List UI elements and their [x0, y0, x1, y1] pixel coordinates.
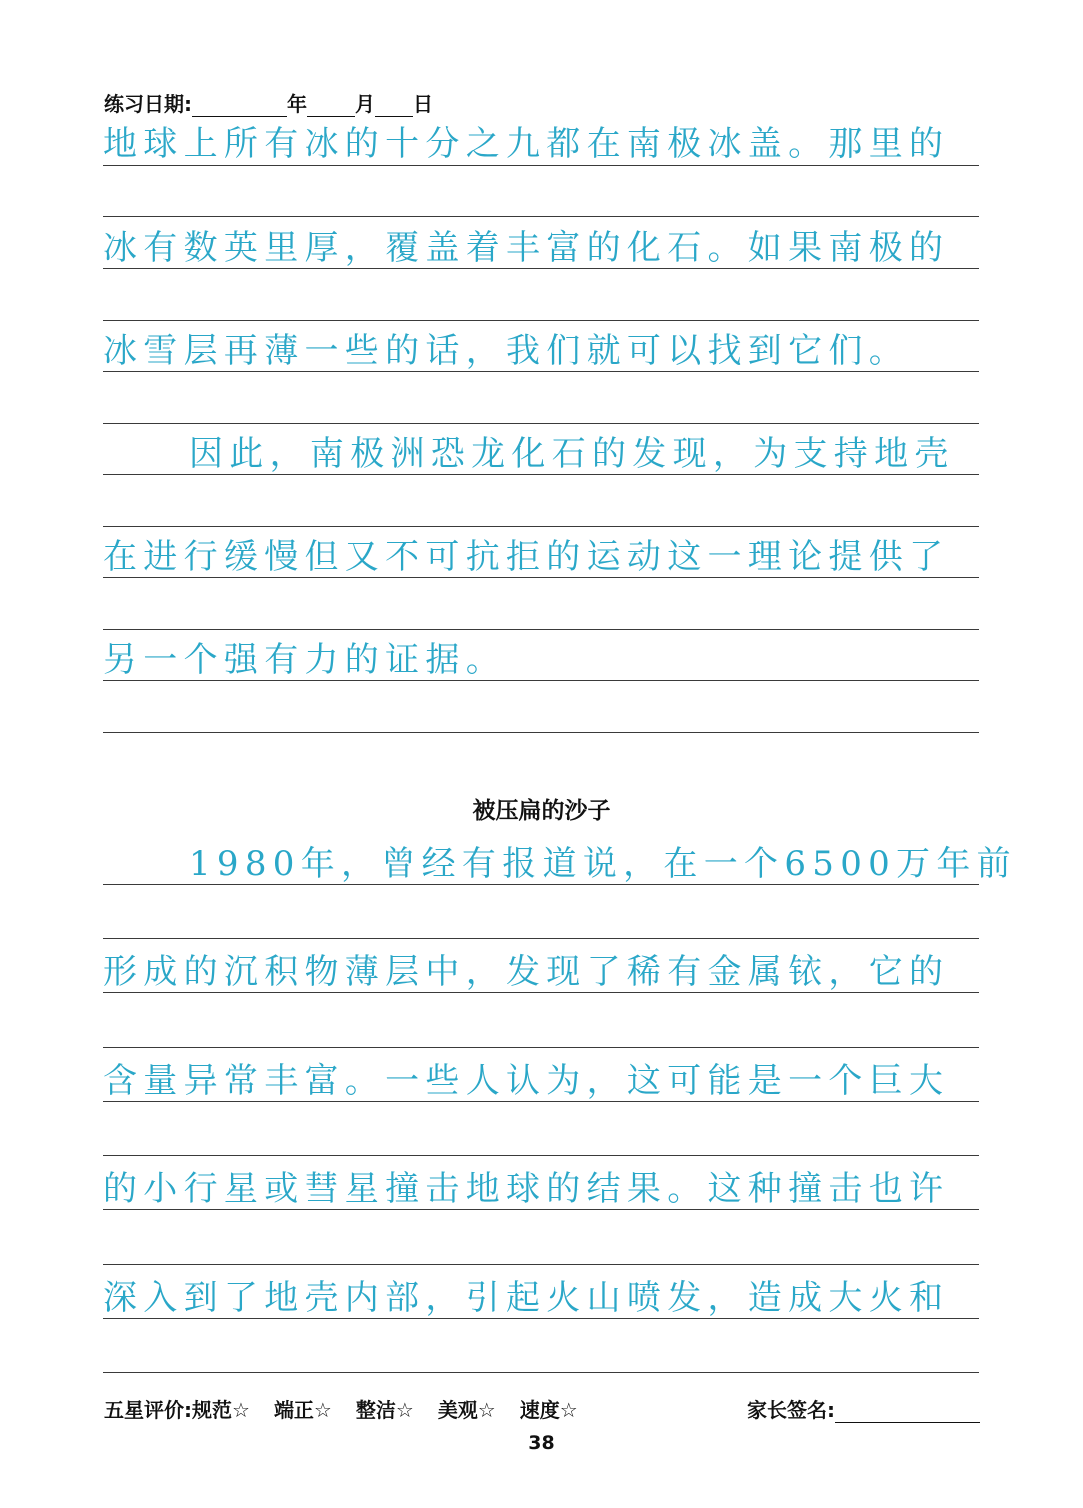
five-star-eval-label: 五星评价:	[104, 1398, 192, 1422]
year-label: 年	[287, 92, 307, 116]
model-text-line: 含量异常丰富。一些人认为，这可能是一个巨大	[103, 1061, 950, 1101]
practice-line	[103, 1264, 979, 1265]
practice-line	[103, 732, 979, 733]
guide-line	[103, 1209, 979, 1210]
month-label: 月	[355, 92, 375, 116]
eval-item-standard[interactable]: 规范☆	[192, 1398, 250, 1422]
practice-line	[103, 629, 979, 630]
guide-line	[103, 680, 979, 681]
evaluation-footer	[104, 1394, 980, 1423]
model-text-line: 形成的沉积物薄层中，发现了稀有金属铱，它的	[103, 952, 950, 992]
model-text-line: 1980年，曾经有报道说，在一个6500万年前	[189, 844, 1017, 884]
year-blank[interactable]	[192, 96, 287, 117]
practice-line	[103, 1155, 979, 1156]
parent-sign-blank[interactable]	[835, 1402, 980, 1423]
eval-item-neat[interactable]: 整洁☆	[355, 1398, 414, 1422]
model-text-line: 冰有数英里厚，覆盖着丰富的化石。如果南极的	[103, 228, 950, 268]
date-label: 练习日期:	[104, 92, 192, 116]
guide-line	[103, 1101, 979, 1102]
guide-line	[103, 165, 979, 166]
eval-item-speed[interactable]: 速度☆	[519, 1398, 578, 1422]
practice-date-header	[104, 88, 433, 117]
eval-item-upright[interactable]: 端正☆	[273, 1398, 332, 1422]
practice-line	[103, 320, 979, 321]
practice-line	[103, 1047, 979, 1048]
practice-line	[103, 938, 979, 939]
guide-line	[103, 474, 979, 475]
model-text-line: 的小行星或彗星撞击地球的结果。这种撞击也许	[103, 1169, 950, 1209]
passage-title: 被压扁的沙子	[472, 798, 611, 824]
model-text-line: 在进行缓慢但又不可抗拒的运动这一理论提供了	[103, 537, 950, 577]
model-text-line: 冰雪层再薄一些的话，我们就可以找到它们。	[103, 331, 909, 371]
practice-line	[103, 526, 979, 527]
guide-line	[103, 577, 979, 578]
page-number: 38	[528, 1432, 555, 1454]
guide-line	[103, 992, 979, 993]
parent-sign-label: 家长签名:	[747, 1398, 835, 1422]
day-blank[interactable]	[375, 96, 413, 117]
model-text-line: 因此，南极洲恐龙化石的发现，为支持地壳	[189, 434, 955, 474]
practice-line	[103, 423, 979, 424]
practice-line	[103, 216, 979, 217]
month-blank[interactable]	[307, 96, 355, 117]
guide-line	[103, 884, 979, 885]
eval-item-beautiful[interactable]: 美观☆	[437, 1398, 496, 1422]
model-text-line: 另一个强有力的证据。	[103, 640, 506, 680]
model-text-line: 地球上所有冰的十分之九都在南极冰盖。那里的	[103, 124, 950, 164]
practice-line	[103, 1372, 979, 1373]
day-label: 日	[413, 92, 433, 116]
guide-line	[103, 371, 979, 372]
guide-line	[103, 1318, 979, 1319]
model-text-line: 深入到了地壳内部，引起火山喷发，造成大火和	[103, 1278, 950, 1318]
guide-line	[103, 268, 979, 269]
